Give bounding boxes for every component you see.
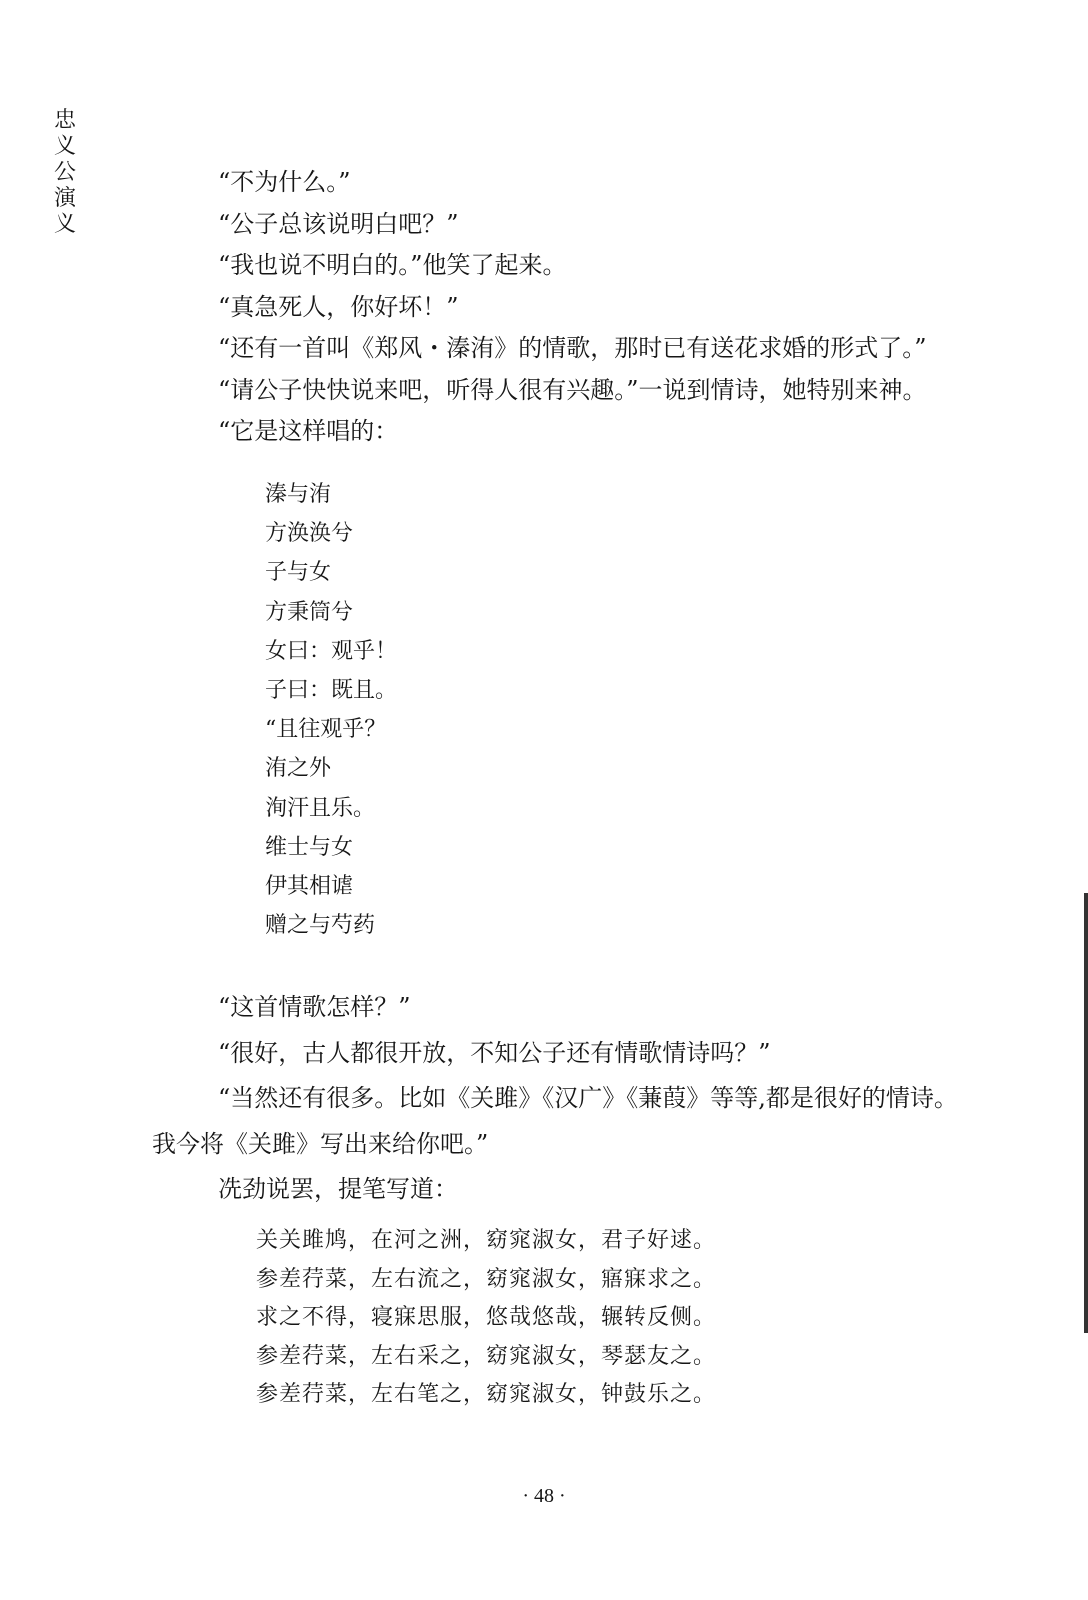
poem-line: 子曰：既且。 [265,678,398,704]
page-edge-shadow [1084,893,1088,1333]
dialogue-line: “真急死人，你好坏！” [218,292,459,321]
poem-line: 方秉筒兮 [265,599,354,625]
poem-line: 关关雎鸠，在河之洲，窈窕淑女，君子好逑。 [256,1228,717,1253]
poem-line: 参差荇菜，左右采之，窈窕淑女，琴瑟友之。 [256,1343,717,1369]
poem-line: 维士与女 [265,834,354,860]
dialogue-line: 我今将《关雎》写出来给你吧。” [152,1129,489,1158]
page-number: · 48 · [522,1485,566,1507]
dialogue-line: “我也说不明白的。”他笑了起来。 [218,251,567,279]
dialogue-line: “很好，古人都很开放，不知公子还有情歌情诗吗？” [218,1038,771,1067]
poem-line: “且往观乎？ [265,717,387,743]
poem-zhenwei [265,475,397,945]
dialogue-block [218,162,998,453]
poem-line: 溱与洧 [265,482,332,507]
narration-line: 冼劲说罢，提笔写道： [218,1175,458,1203]
poem-line: 女曰：观乎！ [265,638,398,664]
dialogue-line: “当然还有很多。比如《关雎》《汉广》《蒹葭》等等,都是很好的情诗。 [218,1084,958,1112]
after-poem-block [152,985,1002,1213]
poem-line: 赠之与芍药 [265,913,376,939]
side-running-title: 忠义公演义 [53,108,76,237]
dialogue-line: “不为什么。” [218,168,351,196]
poem-line: 方涣涣兮 [265,521,354,547]
dialogue-line: “它是这样唱的： [218,417,399,445]
poem-line: 参差荇菜，左右流之，窈窕淑女，寤寐求之。 [256,1266,717,1292]
dialogue-line: “还有一首叫《郑风・溱洧》的情歌，那时已有送花求婚的形式了。” [218,334,927,362]
poem-line: 子与女 [265,560,332,586]
poem-line: 洧之外 [265,756,332,782]
dialogue-line: “这首情歌怎样？” [218,993,411,1021]
poem-line: 洵汗且乐。 [265,795,376,821]
poem-guanju [256,1222,716,1415]
dialogue-line: “公子总该说明白吧？” [218,209,459,238]
poem-line: 求之不得，寝寐思服，悠哉悠哉，辗转反侧。 [256,1305,717,1330]
poem-line: 参差荇菜，左右笔之，窈窕淑女，钟鼓乐之。 [256,1382,717,1407]
poem-line: 伊其相谑 [265,874,354,900]
dialogue-line: “请公子快快说来吧，听得人很有兴趣。”一说到情诗，她特别来神。 [218,375,927,404]
